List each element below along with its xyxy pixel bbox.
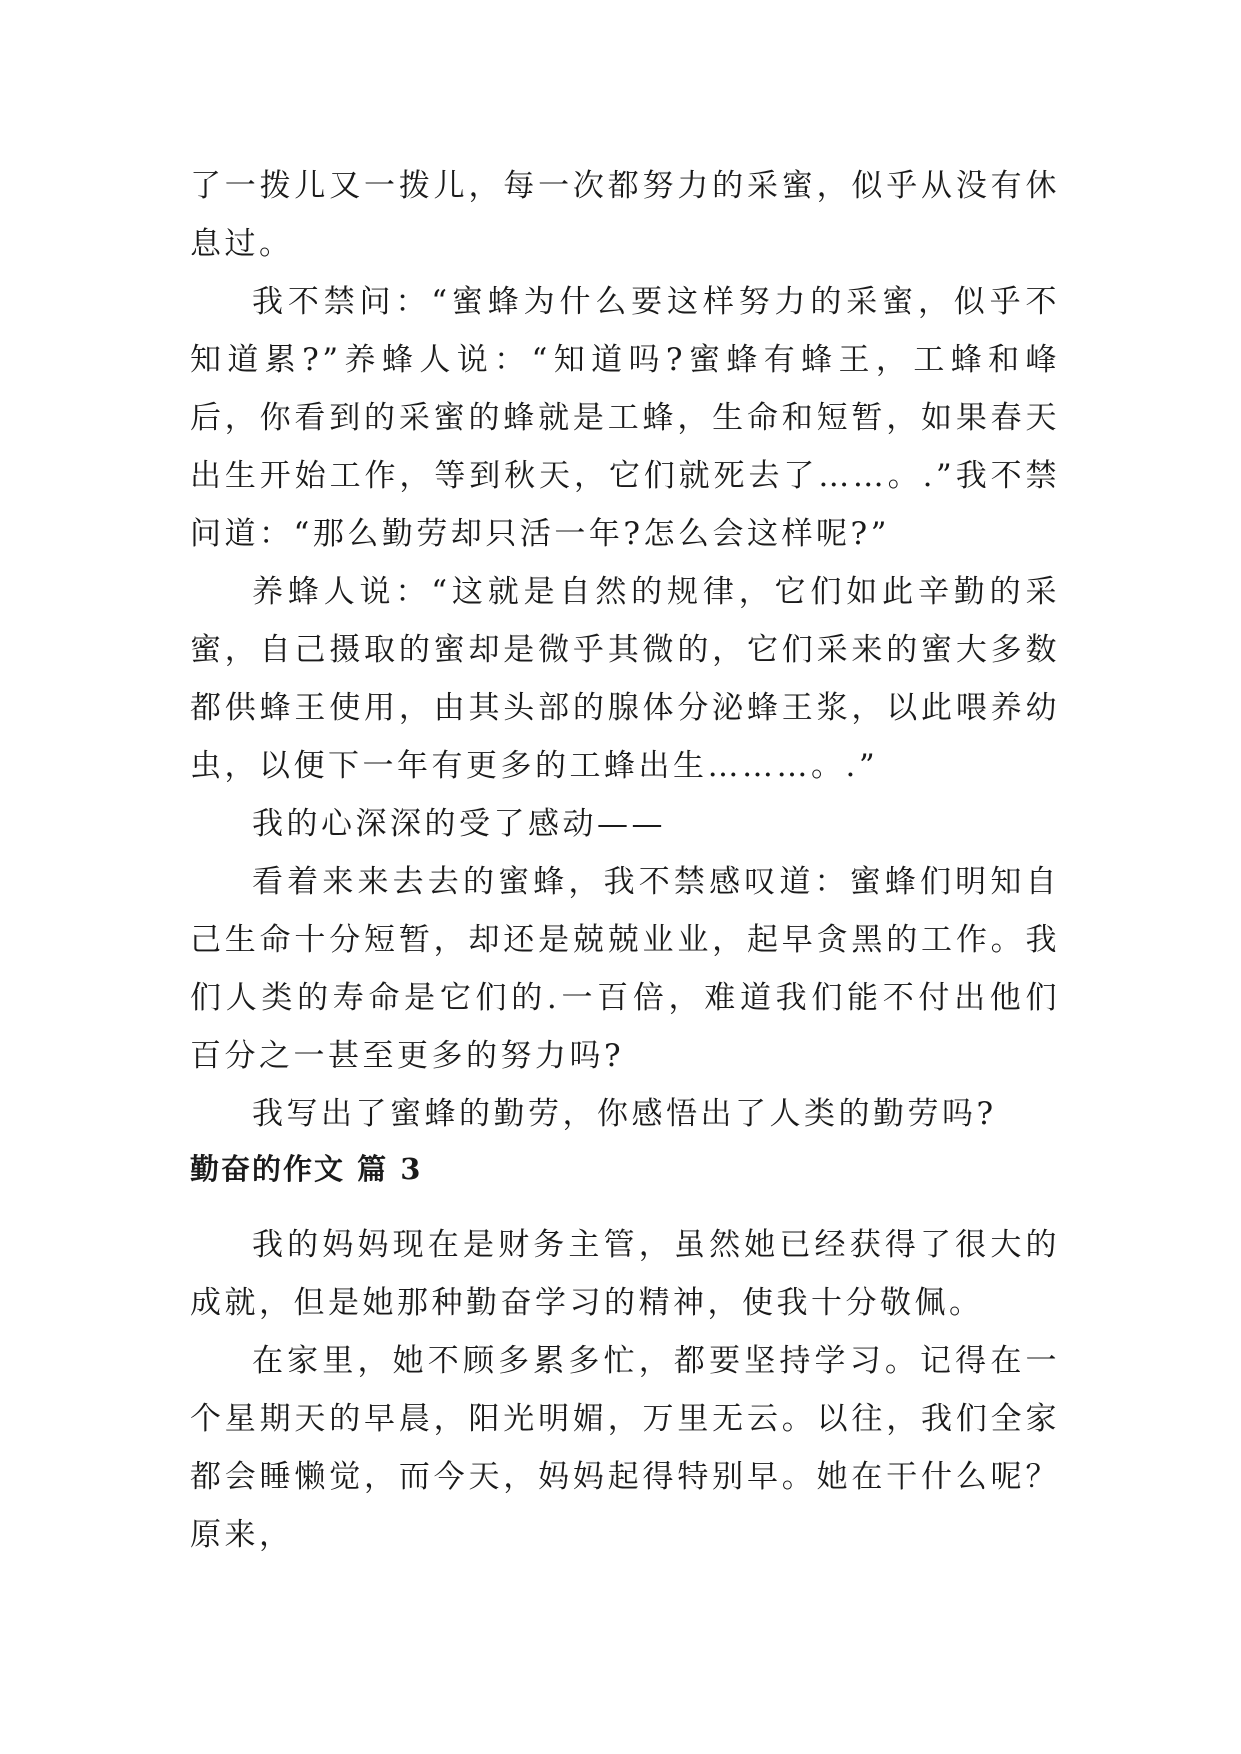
paragraph-mother-study: 在家里，她不顾多累多忙，都要坚持学习。记得在一个星期天的早晨，阳光明媚，万里无云。以往，我们全家都会睡懒觉，而今天，妈妈起得特别早。她在干什么呢？原来， [190,1343,1060,1553]
paragraph-closing-question: 我写出了蜜蜂的勤劳，你感悟出了人类的勤劳吗? [252,1096,997,1132]
paragraph-beekeeper-explanation: 养蜂人说：“这就是自然的规律，它们如此辛勤的采蜜，自己摄取的蜜却是微乎其微的，它们采来的蜜大多数都供蜂王使用，由其头部的腺体分泌蜂王浆，以此喂养幼虫，以便下一年有更多的工蜂出生………。.” [190,574,1060,784]
paragraph-reflection: 看着来来去去的蜜蜂，我不禁感叹道：蜜蜂们明知自己生命十分短暂，却还是兢兢业业，起早贪黑的工作。我们人类的寿命是它们的.一百倍，难道我们能不付出他们百分之一甚至更多的努力吗? [190,864,1060,1074]
paragraph-continuation: 了一拨儿又一拨儿，每一次都努力的采蜜，似乎从没有休息过。 [190,168,1060,262]
paragraph-question-dialogue: 我不禁问：“蜜蜂为什么要这样努力的采蜜，似乎不知道累?”养蜂人说：“知道吗?蜜蜂有蜂王，工蜂和峰后，你看到的采蜜的蜂就是工蜂，生命和短暂，如果春天出生开始工作，等到秋天，它们就死去了……。.”我不禁问道：“那么勤劳却只活一年?怎么会这样呢?” [190,284,1060,552]
essay-body-top [190,157,1060,1143]
essay-body-bottom [190,1216,1060,1564]
section-heading: 勤奋的作文 篇 3 [190,1152,423,1186]
paragraph-mother-intro: 我的妈妈现在是财务主管，虽然她已经获得了很大的成就，但是她那种勤奋学习的精神，使我十分敬佩。 [190,1227,1060,1321]
paragraph-moved: 我的心深深的受了感动—— [252,806,666,842]
